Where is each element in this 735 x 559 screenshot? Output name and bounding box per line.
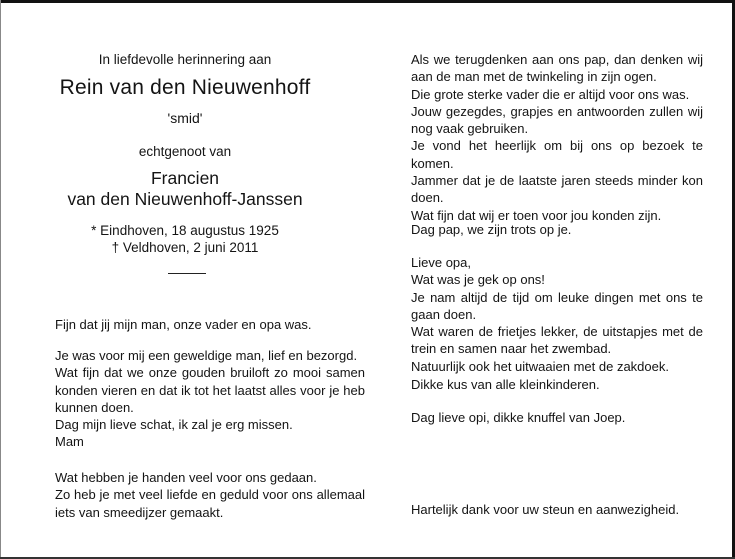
spouse-intro: echtgenoot van	[138, 144, 232, 159]
right-paragraph-4: Dikke kus van alle kleinkinderen.	[411, 377, 600, 392]
thanks-line: Hartelijk dank voor uw steun en aanwezigheid.	[411, 502, 680, 517]
spouse-full-name: van den Nieuwenhoff-Janssen	[67, 189, 303, 209]
left-paragraph-1: Fijn dat jij mijn man, onze vader en opa was.	[55, 317, 312, 332]
right-paragraph-1: Als we terugdenken aan ons pap, dan denken wij aan de man met de twinkeling in zijn ogen. Die grote sterke vader die er altijd voor ons was. Jouw gezegdes, grapjes en antwoorden zullen wij nog vaak gebruiken. Je vond het heerlijk om bij ons op bezoek te komen. Jammer dat je de laatste jaren steeds minder kon doen. Wat fijn dat wij er toen voor jou konden zijn.	[411, 52, 703, 223]
left-paragraph-3: Wat hebben je handen veel voor ons gedaan. Zo heb je met veel liefde en geduld voor ons allemaal iets van smeedijzer gemaakt.	[55, 470, 365, 520]
spouse-first-name: Francien	[150, 168, 220, 188]
death-line: † Veldhoven, 2 juni 2011	[111, 240, 259, 255]
nickname: 'smid'	[167, 110, 203, 126]
right-paragraph-3: Lieve opa, Wat was je gek op ons! Je nam altijd de tijd om leuke dingen met ons te gaan doen. Wat waren de frietjes lekker, de uitstapjes met de trein en samen naar het zwembad. Natuurlijk ook het uitwaaien met de zakdoek.	[411, 255, 703, 374]
intro-line: In liefdevolle herinnering aan	[98, 52, 272, 67]
right-paragraph-5: Dag lieve opi, dikke knuffel van Joep.	[411, 410, 626, 425]
left-paragraph-2: Je was voor mij een geweldige man, lief en bezorgd. Wat fijn dat we onze gouden bruiloft zo mooi samen konden vieren en dat ik tot het laatst alles voor je heb kunnen doen. Dag mijn lieve schat, ik zal je erg missen. Mam	[55, 348, 365, 450]
deceased-name: Rein van den Nieuwenhoff	[59, 76, 311, 99]
right-paragraph-2: Dag pap, we zijn trots op je.	[411, 222, 572, 237]
card-border-top	[0, 0, 735, 3]
birth-line: * Eindhoven, 18 augustus 1925	[91, 223, 279, 238]
separator-line	[168, 273, 206, 274]
